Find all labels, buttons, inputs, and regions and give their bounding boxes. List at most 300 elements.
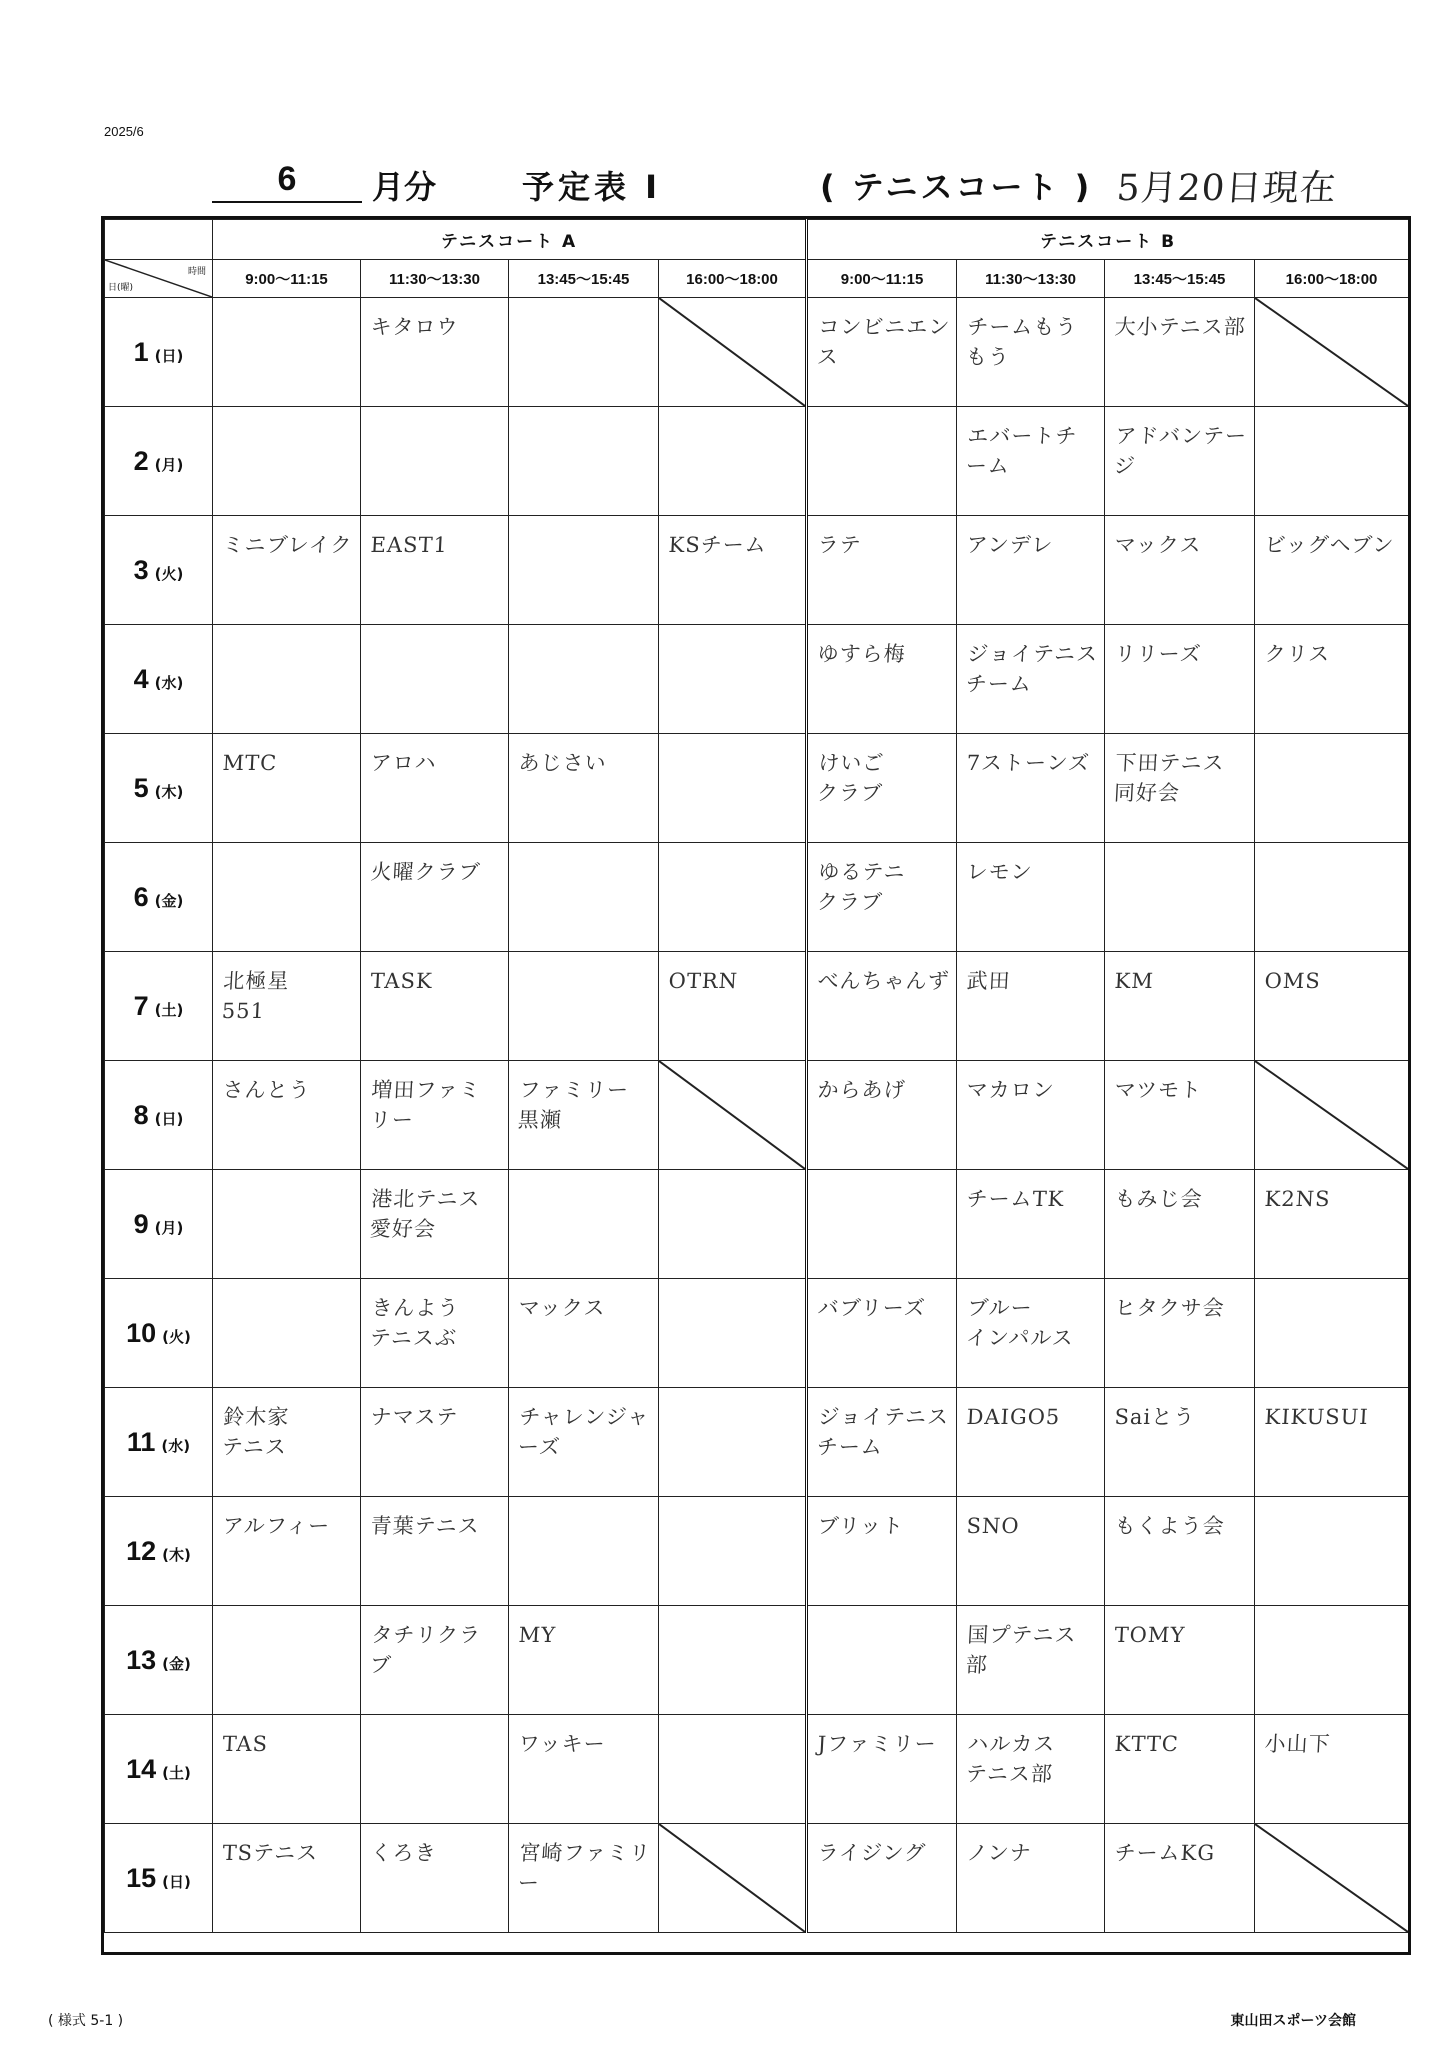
unavailable-diagonal [1255, 298, 1408, 406]
booking-slot[interactable] [1105, 298, 1255, 407]
booking-slot[interactable] [213, 843, 361, 952]
booking-slot[interactable] [213, 516, 361, 625]
booking-slot[interactable] [957, 298, 1105, 407]
booking-name: 港北テニス 愛好会 [369, 1187, 482, 1241]
booking-slot[interactable] [807, 1824, 957, 1933]
booking-name [509, 407, 659, 421]
booking-slot[interactable] [1255, 516, 1409, 625]
booking-slot[interactable] [1105, 952, 1255, 1061]
booking-name: ミニブレイク [222, 533, 353, 557]
unavailable-slot [1255, 1824, 1409, 1933]
booking-slot[interactable] [509, 625, 659, 734]
booking-slot[interactable] [659, 516, 807, 625]
booking-name [1255, 407, 1409, 421]
booking-slot[interactable] [213, 1497, 361, 1606]
booking-slot[interactable] [1105, 1824, 1255, 1933]
booking-slot[interactable] [659, 1715, 807, 1824]
booking-name: ワッキー [518, 1732, 607, 1756]
day-weekday: (金) [162, 1654, 191, 1673]
booking-name: ジョイテニス チーム [965, 642, 1099, 696]
day-number: 11 [126, 1426, 156, 1457]
booking-name: TOMY [1114, 1623, 1186, 1647]
booking-slot[interactable] [213, 1824, 361, 1933]
booking-slot[interactable] [957, 407, 1105, 516]
booking-slot[interactable] [957, 1497, 1105, 1606]
date-cell [105, 1279, 213, 1388]
booking-name [659, 1170, 806, 1184]
booking-name: 7ストーンズ [966, 751, 1091, 775]
booking-slot[interactable] [1105, 734, 1255, 843]
booking-name [213, 407, 361, 421]
date-cell [105, 843, 213, 952]
schedule-body [105, 298, 1409, 1933]
booking-slot[interactable] [361, 516, 509, 625]
booking-slot[interactable] [807, 1606, 957, 1715]
booking-slot[interactable] [361, 407, 509, 516]
booking-slot[interactable] [509, 843, 659, 952]
booking-name: SNO [966, 1514, 1021, 1538]
date-cell [105, 1497, 213, 1606]
booking-slot[interactable] [807, 1170, 957, 1279]
booking-slot[interactable] [957, 1606, 1105, 1715]
booking-name: ノンナ [966, 1841, 1033, 1865]
booking-name: ライジング [817, 1841, 927, 1865]
booking-slot[interactable] [807, 1715, 957, 1824]
booking-slot[interactable] [361, 1279, 509, 1388]
booking-name: 国プテニス部 [965, 1623, 1078, 1677]
booking-slot[interactable] [659, 407, 807, 516]
booking-name [1255, 1497, 1409, 1511]
booking-name: DAIGO5 [966, 1405, 1061, 1429]
booking-slot[interactable] [1105, 407, 1255, 516]
booking-name [509, 298, 659, 312]
date-cell [105, 1606, 213, 1715]
booking-slot[interactable] [361, 1824, 509, 1933]
booking-name: ジョイテニス チーム [816, 1405, 950, 1459]
day-number: 14 [126, 1753, 157, 1784]
day-number: 3 [133, 554, 149, 585]
slot-header-b-3: 13:45～15:45 [1105, 260, 1255, 298]
unavailable-diagonal [659, 298, 805, 406]
booking-name: 火曜クラブ [370, 860, 482, 884]
booking-slot[interactable] [807, 843, 957, 952]
booking-name [659, 734, 806, 748]
booking-slot[interactable] [1255, 1715, 1409, 1824]
day-weekday: (日) [162, 1872, 191, 1891]
booking-slot[interactable] [1255, 1497, 1409, 1606]
booking-slot[interactable] [1105, 1388, 1255, 1497]
booking-name [659, 843, 806, 857]
booking-name: アロハ [370, 751, 438, 775]
booking-name: タチリクラブ [369, 1623, 482, 1677]
corner-day-label: 日(曜) [108, 283, 134, 293]
booking-slot[interactable] [509, 1279, 659, 1388]
unavailable-diagonal [659, 1061, 805, 1169]
day-weekday: (金) [154, 891, 184, 910]
booking-slot[interactable] [807, 1061, 957, 1170]
booking-slot[interactable] [361, 1606, 509, 1715]
date-cell [105, 407, 213, 516]
booking-slot[interactable] [213, 1279, 361, 1388]
booking-name: 大小テニス部 [1114, 315, 1247, 339]
booking-slot[interactable] [213, 1170, 361, 1279]
booking-slot[interactable] [509, 1061, 659, 1170]
booking-slot[interactable] [659, 625, 807, 734]
booking-name: ブリット [817, 1514, 905, 1538]
booking-slot[interactable] [957, 1388, 1105, 1497]
day-number: 15 [126, 1862, 157, 1893]
booking-slot[interactable] [659, 1170, 807, 1279]
booking-name: KM [1114, 969, 1155, 993]
booking-name [509, 843, 659, 857]
booking-name: クリス [1264, 642, 1331, 666]
day-row [105, 734, 1409, 843]
day-row [105, 407, 1409, 516]
booking-slot[interactable] [213, 625, 361, 734]
booking-slot[interactable] [1105, 1606, 1255, 1715]
booking-name: リリーズ [1114, 642, 1203, 666]
booking-slot[interactable] [509, 1715, 659, 1824]
day-weekday: (木) [154, 782, 184, 801]
booking-name: マックス [518, 1296, 607, 1320]
booking-name: KIKUSUI [1264, 1405, 1370, 1429]
booking-name [659, 1606, 806, 1620]
booking-slot[interactable] [1105, 1497, 1255, 1606]
day-number: 9 [133, 1208, 149, 1239]
booking-name: Jファミリー [817, 1732, 938, 1756]
booking-slot[interactable] [213, 1061, 361, 1170]
booking-name: ブルー インパルス [965, 1296, 1075, 1350]
booking-slot[interactable] [361, 1497, 509, 1606]
booking-name [659, 1388, 806, 1402]
booking-name: K2NS [1264, 1187, 1332, 1211]
booking-slot[interactable] [509, 1388, 659, 1497]
booking-slot[interactable] [361, 843, 509, 952]
booking-name [361, 1715, 509, 1729]
booking-slot[interactable] [659, 1388, 807, 1497]
booking-name [213, 1606, 361, 1620]
booking-name: 宮崎ファミリー [517, 1841, 652, 1895]
booking-slot[interactable] [659, 1497, 807, 1606]
booking-name: ラテ [817, 533, 863, 557]
booking-slot[interactable] [509, 952, 659, 1061]
slot-header-b-1: 9:00～11:15 [807, 260, 957, 298]
booking-slot[interactable] [957, 1279, 1105, 1388]
booking-slot[interactable] [1255, 1279, 1409, 1388]
booking-slot[interactable] [659, 1606, 807, 1715]
booking-slot[interactable] [1255, 407, 1409, 516]
booking-name: バブリーズ [817, 1296, 927, 1320]
booking-name: あじさい [518, 751, 608, 775]
day-weekday: (土) [154, 1000, 184, 1019]
day-row [105, 1606, 1409, 1715]
booking-name [1255, 1279, 1409, 1293]
day-number: 7 [133, 990, 149, 1021]
booking-slot[interactable] [361, 952, 509, 1061]
booking-name: MTC [222, 751, 278, 775]
booking-slot[interactable] [957, 1170, 1105, 1279]
booking-slot[interactable] [509, 1497, 659, 1606]
booking-name: ヒタクサ会 [1114, 1296, 1226, 1320]
booking-name: 北極星 551 [221, 969, 291, 1023]
unavailable-slot [1255, 298, 1409, 407]
booking-slot[interactable] [213, 1388, 361, 1497]
day-row [105, 843, 1409, 952]
booking-slot[interactable] [957, 734, 1105, 843]
booking-slot[interactable] [361, 625, 509, 734]
booking-slot[interactable] [1255, 952, 1409, 1061]
booking-slot[interactable] [361, 1715, 509, 1824]
date-cell [105, 625, 213, 734]
booking-slot[interactable] [213, 734, 361, 843]
booking-slot[interactable] [213, 1606, 361, 1715]
booking-slot[interactable] [957, 1824, 1105, 1933]
booking-name [808, 407, 957, 421]
booking-name [659, 407, 806, 421]
booking-name: くろき [370, 1841, 438, 1865]
booking-name [509, 1170, 659, 1184]
booking-name: けいご クラブ [816, 751, 886, 805]
day-weekday: (木) [162, 1545, 191, 1564]
booking-name: ナマステ [370, 1405, 459, 1429]
booking-slot[interactable] [213, 1715, 361, 1824]
day-number: 2 [133, 445, 149, 476]
booking-name: 増田ファミリー [369, 1078, 482, 1132]
booking-slot[interactable] [1105, 1279, 1255, 1388]
booking-slot[interactable] [807, 407, 957, 516]
court-a-header: テニスコート A [213, 220, 807, 260]
booking-name [659, 625, 806, 639]
booking-slot[interactable] [807, 625, 957, 734]
booking-slot[interactable] [213, 952, 361, 1061]
day-number: 6 [133, 881, 149, 912]
booking-name: マックス [1114, 533, 1203, 557]
date-cell [105, 1388, 213, 1497]
day-weekday: (日) [154, 1109, 184, 1128]
day-weekday: (火) [162, 1327, 191, 1346]
booking-name: KSチーム [668, 533, 768, 557]
booking-name: Saiとう [1114, 1405, 1196, 1429]
booking-name: OMS [1264, 969, 1322, 993]
booking-name: アンデレ [966, 533, 1055, 557]
booking-name [659, 1715, 806, 1729]
day-number: 8 [133, 1099, 149, 1130]
booking-slot[interactable] [361, 1061, 509, 1170]
unavailable-slot [659, 1061, 807, 1170]
booking-name: チャレンジャーズ [517, 1405, 650, 1459]
date-cell [105, 1061, 213, 1170]
slot-header-a-1: 9:00～11:15 [213, 260, 361, 298]
day-row [105, 952, 1409, 1061]
title-row [212, 160, 1412, 210]
day-weekday: (日) [154, 346, 184, 365]
booking-name: KTTC [1114, 1732, 1180, 1756]
booking-slot[interactable] [957, 952, 1105, 1061]
booking-name: ファミリー 黒瀬 [517, 1078, 630, 1132]
booking-slot[interactable] [509, 1824, 659, 1933]
booking-slot[interactable] [1255, 1388, 1409, 1497]
month-number: 6 [212, 160, 362, 203]
booking-name: アドバンテージ [1113, 424, 1248, 478]
date-cell [105, 1715, 213, 1824]
date-cell [105, 952, 213, 1061]
booking-name: ビッグヘブン [1264, 533, 1395, 557]
booking-slot[interactable] [957, 1061, 1105, 1170]
date-cell [105, 1170, 213, 1279]
booking-slot[interactable] [361, 734, 509, 843]
booking-slot[interactable] [1105, 1170, 1255, 1279]
booking-name: アルフィー [222, 1514, 331, 1538]
unavailable-diagonal [659, 1824, 805, 1932]
booking-name [213, 1170, 361, 1184]
booking-name: MY [518, 1623, 557, 1647]
court-b-header: テニスコート B [807, 220, 1409, 260]
day-row [105, 516, 1409, 625]
unavailable-slot [659, 1824, 807, 1933]
booking-slot[interactable] [1105, 625, 1255, 734]
booking-slot[interactable] [509, 407, 659, 516]
booking-slot[interactable] [1255, 1606, 1409, 1715]
booking-slot[interactable] [957, 625, 1105, 734]
booking-slot[interactable] [361, 1170, 509, 1279]
booking-slot[interactable] [807, 516, 957, 625]
booking-name: からあげ [817, 1078, 907, 1102]
corner-header-cell [105, 260, 213, 298]
booking-name [361, 625, 509, 639]
day-row [105, 1170, 1409, 1279]
booking-slot[interactable] [957, 1715, 1105, 1824]
booking-name: マカロン [966, 1078, 1056, 1102]
booking-name: チームKG [1114, 1841, 1216, 1865]
booking-name: 武田 [966, 969, 1012, 993]
booking-slot[interactable] [509, 734, 659, 843]
booking-slot[interactable] [807, 1279, 957, 1388]
booking-slot[interactable] [807, 298, 957, 407]
booking-slot[interactable] [807, 1388, 957, 1497]
booking-name [509, 952, 659, 966]
unavailable-diagonal [1255, 1061, 1408, 1169]
day-weekday: (月) [154, 1218, 184, 1237]
booking-name: TSテニス [222, 1841, 319, 1865]
booking-name: キタロウ [370, 315, 460, 339]
booking-slot[interactable] [957, 516, 1105, 625]
booking-name [659, 1497, 806, 1511]
booking-name: マツモト [1114, 1078, 1203, 1102]
booking-name: 下田テニス 同好会 [1113, 751, 1226, 805]
booking-slot[interactable] [1105, 843, 1255, 952]
booking-slot[interactable] [509, 1170, 659, 1279]
booking-slot[interactable] [361, 1388, 509, 1497]
booking-slot[interactable] [1255, 734, 1409, 843]
day-number: 4 [133, 663, 149, 694]
booking-name: さんとう [222, 1078, 312, 1102]
booking-name [1255, 843, 1409, 857]
slot-header-b-4: 16:00～18:00 [1255, 260, 1409, 298]
booking-slot[interactable] [213, 407, 361, 516]
booking-name [213, 625, 361, 639]
day-number: 13 [126, 1644, 157, 1675]
slot-header-a-3: 13:45～15:45 [509, 260, 659, 298]
corner-time-label: 時間 [187, 267, 206, 277]
booking-slot[interactable] [807, 1497, 957, 1606]
slot-header-a-2: 11:30～13:30 [361, 260, 509, 298]
booking-name: ゆるテニ クラブ [816, 860, 907, 914]
document-date: 2025/6 [104, 124, 144, 139]
booking-slot[interactable] [213, 298, 361, 407]
booking-slot[interactable] [361, 298, 509, 407]
slot-header-b-2: 11:30～13:30 [957, 260, 1105, 298]
month-label: 月分 [372, 168, 437, 206]
day-number: 1 [133, 336, 149, 367]
unavailable-diagonal [1255, 1824, 1408, 1932]
day-number: 12 [126, 1535, 157, 1566]
booking-slot[interactable] [957, 843, 1105, 952]
booking-slot[interactable] [509, 1606, 659, 1715]
day-weekday: (水) [161, 1436, 191, 1455]
booking-name [1105, 843, 1255, 857]
schedule-title: 予定表 Ⅰ [522, 168, 662, 206]
booking-slot[interactable] [1105, 516, 1255, 625]
booking-name [213, 1279, 361, 1293]
day-row [105, 1715, 1409, 1824]
date-cell [105, 734, 213, 843]
unavailable-slot [659, 298, 807, 407]
slot-header-a-4: 16:00～18:00 [659, 260, 807, 298]
court-type-title: ( テニスコート ) [820, 168, 1093, 206]
booking-name: 青葉テニス [370, 1514, 481, 1538]
header-blank-cell [105, 220, 213, 260]
venue-name: 東山田スポーツ会館 [1230, 2013, 1356, 2029]
booking-slot[interactable] [659, 843, 807, 952]
booking-name: OTRN [668, 969, 739, 993]
booking-slot[interactable] [1255, 843, 1409, 952]
booking-name: TAS [222, 1732, 269, 1756]
booking-name [1255, 1606, 1409, 1620]
schedule-table [104, 219, 1409, 1933]
day-row [105, 1497, 1409, 1606]
unavailable-slot [1255, 1061, 1409, 1170]
booking-slot[interactable] [807, 952, 957, 1061]
booking-name: ゆすら梅 [817, 642, 907, 666]
day-weekday: (土) [162, 1763, 191, 1782]
date-cell [105, 298, 213, 407]
booking-name [213, 298, 361, 312]
booking-slot[interactable] [1255, 625, 1409, 734]
booking-slot[interactable] [807, 734, 957, 843]
booking-name [361, 407, 509, 421]
booking-slot[interactable] [1105, 1715, 1255, 1824]
booking-name: きんよう テニスぶ [369, 1296, 461, 1350]
day-row [105, 1061, 1409, 1170]
booking-name: もくよう会 [1114, 1514, 1226, 1538]
booking-name: チームTK [966, 1187, 1065, 1211]
booking-slot[interactable] [659, 952, 807, 1061]
day-number: 10 [126, 1317, 157, 1348]
booking-name [1255, 734, 1409, 748]
booking-name: 小山下 [1264, 1732, 1332, 1756]
booking-slot[interactable] [1105, 1061, 1255, 1170]
day-weekday: (水) [154, 673, 184, 692]
booking-slot[interactable] [509, 298, 659, 407]
booking-slot[interactable] [659, 1279, 807, 1388]
booking-slot[interactable] [509, 516, 659, 625]
day-row [105, 1388, 1409, 1497]
booking-slot[interactable] [1255, 1170, 1409, 1279]
booking-slot[interactable] [659, 734, 807, 843]
booking-name: チームもうもう [965, 315, 1079, 369]
booking-name [213, 843, 361, 857]
booking-name [808, 1170, 957, 1184]
